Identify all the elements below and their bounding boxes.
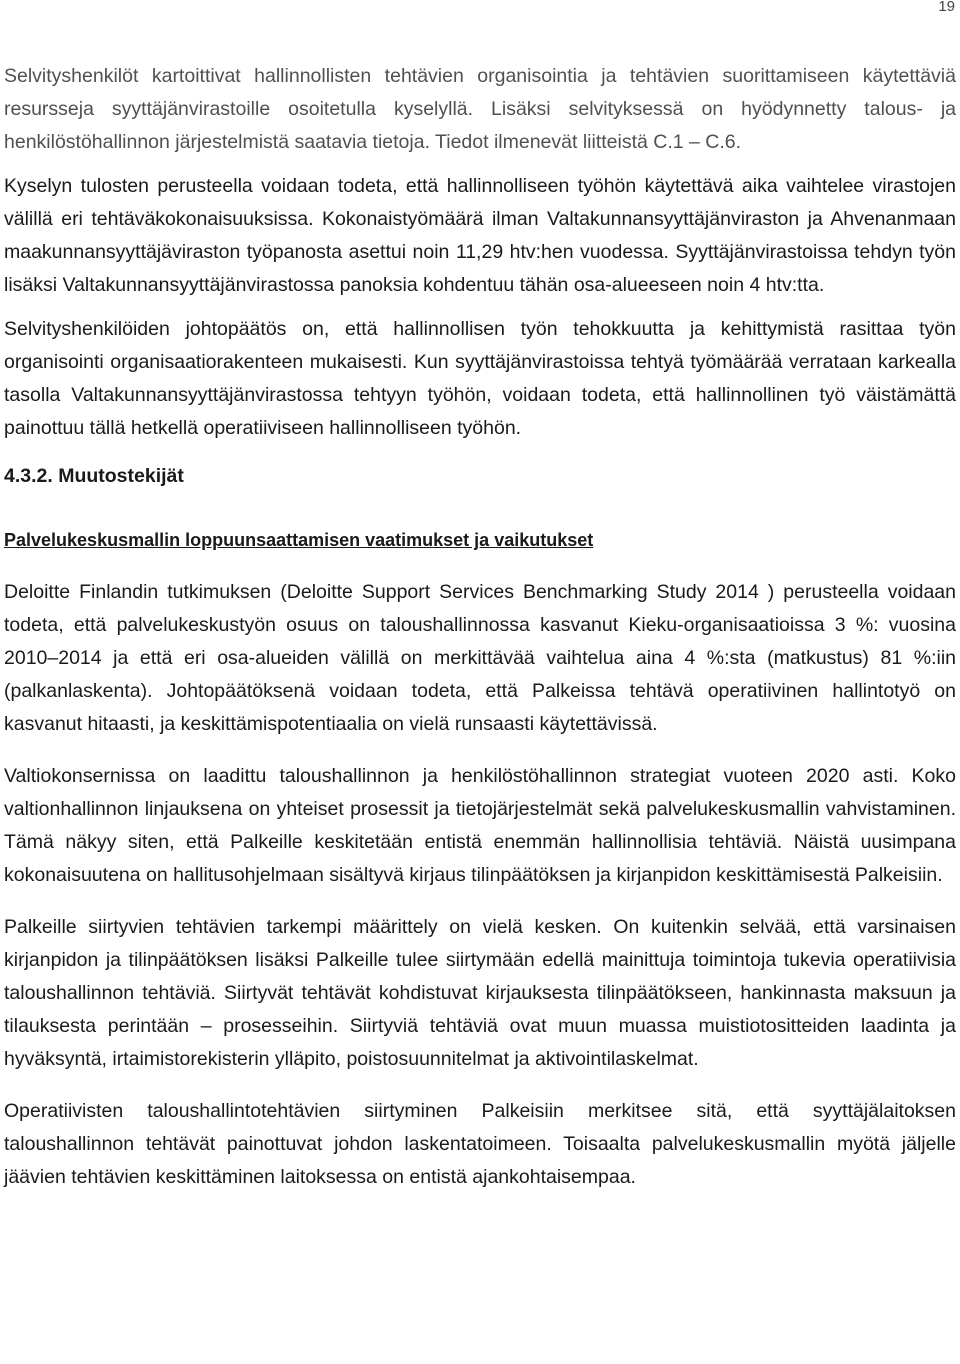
paragraph-state-strategy: Valtiokonsernissa on laadittu taloushallinnon ja henkilöstöhallinnon strategiat vuoteen 2020 asti. Koko valtionhallinnon linjauksena on yhteiset prosessit ja tietojärjestelmät sekä palvelukeskusmallin vahvistaminen. Tämä näkyy siten, että Palkeille keskitetään entistä enemmän hallinnollisia tehtäviä. Näistä uusimpana kokonaisuutena on hallitusohjelmaan sisältyvä kirjaus tilinpäätöksen ja kirjanpidon keskittämisestä Palkeisiin.	[4, 765, 956, 886]
paragraph-survey-intro: Selvityshenkilöt kartoittivat hallinnollisten tehtävien organisointia ja tehtävien suorittamiseen käytettäviä resursseja syyttäjänvirastoille osoitetulla kyselyllä. Lisäksi selvityksessä on hyödynnetty talous- ja henkilöstöhallinnon järjestelmistä saatavia tietoja. Tiedot ilmenevät liitteistä C.1 – C.6.	[4, 65, 956, 153]
subsection-heading: Palvelukeskusmallin loppuunsaattamisen vaatimukset ja vaikutukset	[4, 530, 594, 550]
paragraph-conclusion: Selvityshenkilöiden johtopäätös on, että hallinnollisen työn tehokkuutta ja kehittymistä rasittaa työn organisointi organisaatiorakenteen mukaisesti. Kun syyttäjänvirastoissa tehtyä työmäärää verrataan karkealla tasolla Valtakunnansyyttäjänvirastossa tehtyyn työhön, voidaan todeta, että hallinnollinen työ väistämättä painottuu tällä hetkellä operatiiviseen hallinnolliseen työhön.	[4, 318, 956, 439]
paragraph-deloitte-study: Deloitte Finlandin tutkimuksen (Deloitte Support Services Benchmarking Study 2014 ) perusteella voidaan todeta, että palvelukeskustyön osuus on taloushallinnossa kasvanut Kieku-organisaatioissa 3 %: vuosina 2010–2014 ja että eri osa-alueiden välillä on merkittävää vaihtelua aina 4 %:sta (matkustus) 81 %:iin (palkanlaskenta). Johtopäätöksenä voidaan todeta, että Palkeissa tehtävä operatiivinen hallintotyö on kasvanut hitaasti, ja keskittämispotentiaalia on vielä runsaasti käytettävissä.	[4, 581, 956, 735]
paragraph-operative-tasks: Operatiivisten taloushallintotehtävien siirtyminen Palkeisiin merkitsee sitä, että syyttäjälaitoksen taloushallinnon tehtävät painottuvat johdon laskentatoimeen. Toisaalta palvelukeskusmallin myötä jäljelle jäävien tehtävien keskittäminen laitoksessa on entistä ajankohtaisempaa.	[4, 1100, 956, 1188]
paragraph-survey-results: Kyselyn tulosten perusteella voidaan todeta, että hallinnolliseen työhön käytettävä aika vaihtelee virastojen välillä eri tehtäväkokonaisuuksissa. Kokonaistyömäärä ilman Valtakunnansyyttäjänviraston ja Ahvenanmaan maakunnansyyttäjäviraston työpanosta asettui noin 11,29 htv:hen vuodessa. Syyttäjänvirastoissa tehdyn työn lisäksi Valtakunnansyyttäjänvirastossa panoksia kohdentuu tähän osa-alueeseen noin 4 htv:tta.	[4, 175, 956, 296]
section-heading: 4.3.2. Muutostekijät	[4, 465, 184, 487]
page-number: 19	[938, 0, 955, 15]
paragraph-palkeet-tasks: Palkeille siirtyvien tehtävien tarkempi määrittely on vielä kesken. On kuitenkin selvää, että varsinaisen kirjanpidon ja tilinpäätöksen lisäksi Palkeille tulee siirtymään edellä mainittuja toimintoja tukevia operatiivisia taloushallinnon tehtäviä. Siirtyvät tehtävät kohdistuvat kirjauksesta tilinpäätökseen, hankinnasta maksuun ja tilauksesta perintään – prosesseihin. Siirtyviä tehtäviä ovat muun muassa muistiotositteiden laadinta ja hyväksyntä, irtaimistorekisterin ylläpito, poistosuunnitelmat ja aktivointilaskelmat.	[4, 916, 956, 1070]
document-body	[4, 60, 956, 1194]
